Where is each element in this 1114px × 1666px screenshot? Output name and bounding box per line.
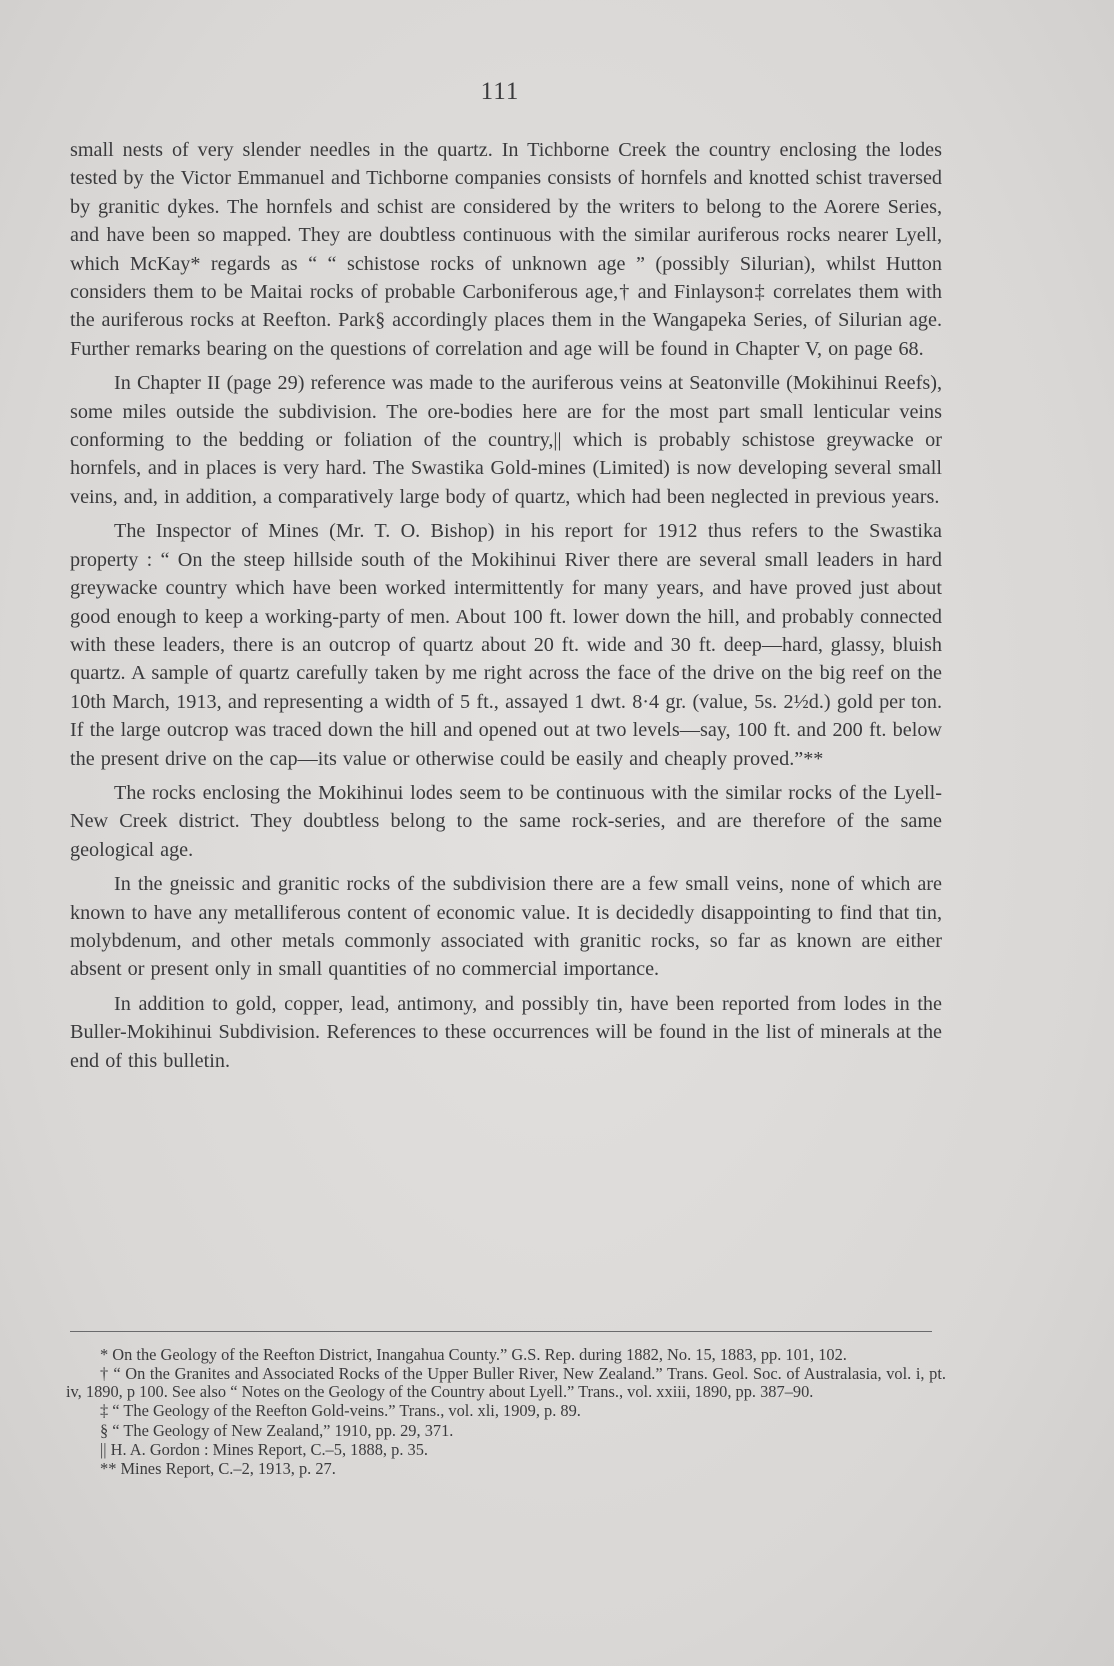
footnotes: [66, 1346, 946, 1480]
footnote-double-dagger: ‡ “ The Geology of the Reefton Gold-veins.” Trans., vol. xli, 1909, p. 89.: [100, 1401, 581, 1421]
paragraph-seatonville: In Chapter II (page 29) reference was made to the auriferous veins at Seatonville (Mokihinui Reefs), some miles outside the subdivision. The ore-bodies here are for the most part small lenticular veins conforming to the bedding or foliation of the country,|| which is probably schistose greywacke or hornfels, and in places is very hard. The Swastika Gold-mines (Limited) is now developing several small veins, and, in addition, a comparatively large body of quartz, which had been neglected in previous years.: [70, 372, 942, 508]
footnote-parallel: || H. A. Gordon : Mines Report, C.–5, 1888, p. 35.: [100, 1440, 428, 1460]
footnote-asterisk: * On the Geology of the Reefton District, Inangahua County.” G.S. Rep. during 1882, No. 15, 1883, pp. 101, 102.: [100, 1345, 847, 1364]
paragraph-continuation: small nests of very slender needles in the quartz. In Tichborne Creek the country enclosing the lodes tested by the Victor Emmanuel and Tichborne companies consists of hornfels and knotted schist traversed by granitic dykes. The hornfels and schist are considered by the writers to belong to the Aorere Series, and have been so mapped. They are doubtless continuous with the similar auriferous rocks nearer Lyell, which McKay* regards as “ “ schistose rocks of unknown age ” (possibly Silurian), whilst Hutton considers them to be Maitai rocks of probable Carboniferous age,† and Finlayson‡ correlates them with the auriferous rocks at Reefton. Park§ accordingly places them in the Wangapeka Series, of Silurian age. Further remarks bearing on the questions of correlation and age will be found in Chapter V, on page 68.: [70, 139, 942, 360]
page-number: 111: [480, 78, 520, 105]
footnote-dagger: † “ On the Granites and Associated Rocks of the Upper Buller River, New Zealand.” Trans. Geol. Soc. of Australasia, vol. i, pt. iv, 1890, p 100. See also “ Notes on the Geology of the Country about Lyell.” Trans., vol. xxiii, 1890, pp. 387–90.: [66, 1364, 946, 1401]
paragraph-other-metals: In addition to gold, copper, lead, antimony, and possibly tin, have been reported from lodes in the Buller-Mokihinui Subdivision. References to these occurrences will be found in the list of minerals at the end of this bulletin.: [70, 992, 942, 1072]
footnote-double-asterisk: ** Mines Report, C.–2, 1913, p. 27.: [100, 1459, 336, 1479]
footnote-divider: [70, 1331, 932, 1332]
paragraph-gneissic-rocks: In the gneissic and granitic rocks of the subdivision there are a few small veins, none of which are known to have any metalliferous content of economic value. It is decidedly disappointing to find that tin, molybdenum, and other metals commonly associated with granitic rocks, so far as known are either absent or present only in small quantities of no commercial importance.: [70, 873, 942, 981]
paragraph-mokihinui-lodes: The rocks enclosing the Mokihinui lodes seem to be continuous with the similar rocks of the Lyell-New Creek district. They doubtless belong to the same rock-series, and are therefore of the same geological age.: [70, 781, 942, 861]
paragraph-inspector-report: The Inspector of Mines (Mr. T. O. Bishop) in his report for 1912 thus refers to the Swastika property : “ On the steep hillside south of the Mokihinui River there are several small leaders in hard greywacke country which have been worked intermittently for many years, and have proved just about good enough to keep a working-party of men. About 100 ft. lower down the hill, and probably connected with these leaders, there is an outcrop of quartz about 20 ft. wide and 30 ft. deep—hard, glassy, bluish quartz. A sample of quartz carefully taken by me right across the face of the drive on the big reef on the 10th March, 1913, and representing a width of 5 ft., assayed 1 dwt. 8·4 gr. (value, 5s. 2½d.) gold per ton. If the large outcrop was traced down the hill and opened out at two levels—say, 100 ft. and 200 ft. below the present drive on the cap—its value or otherwise could be easily and cheaply proved.”**: [70, 520, 942, 770]
body-text: [70, 136, 942, 1081]
footnote-section: § “ The Geology of New Zealand,” 1910, pp. 29, 371.: [100, 1420, 454, 1440]
